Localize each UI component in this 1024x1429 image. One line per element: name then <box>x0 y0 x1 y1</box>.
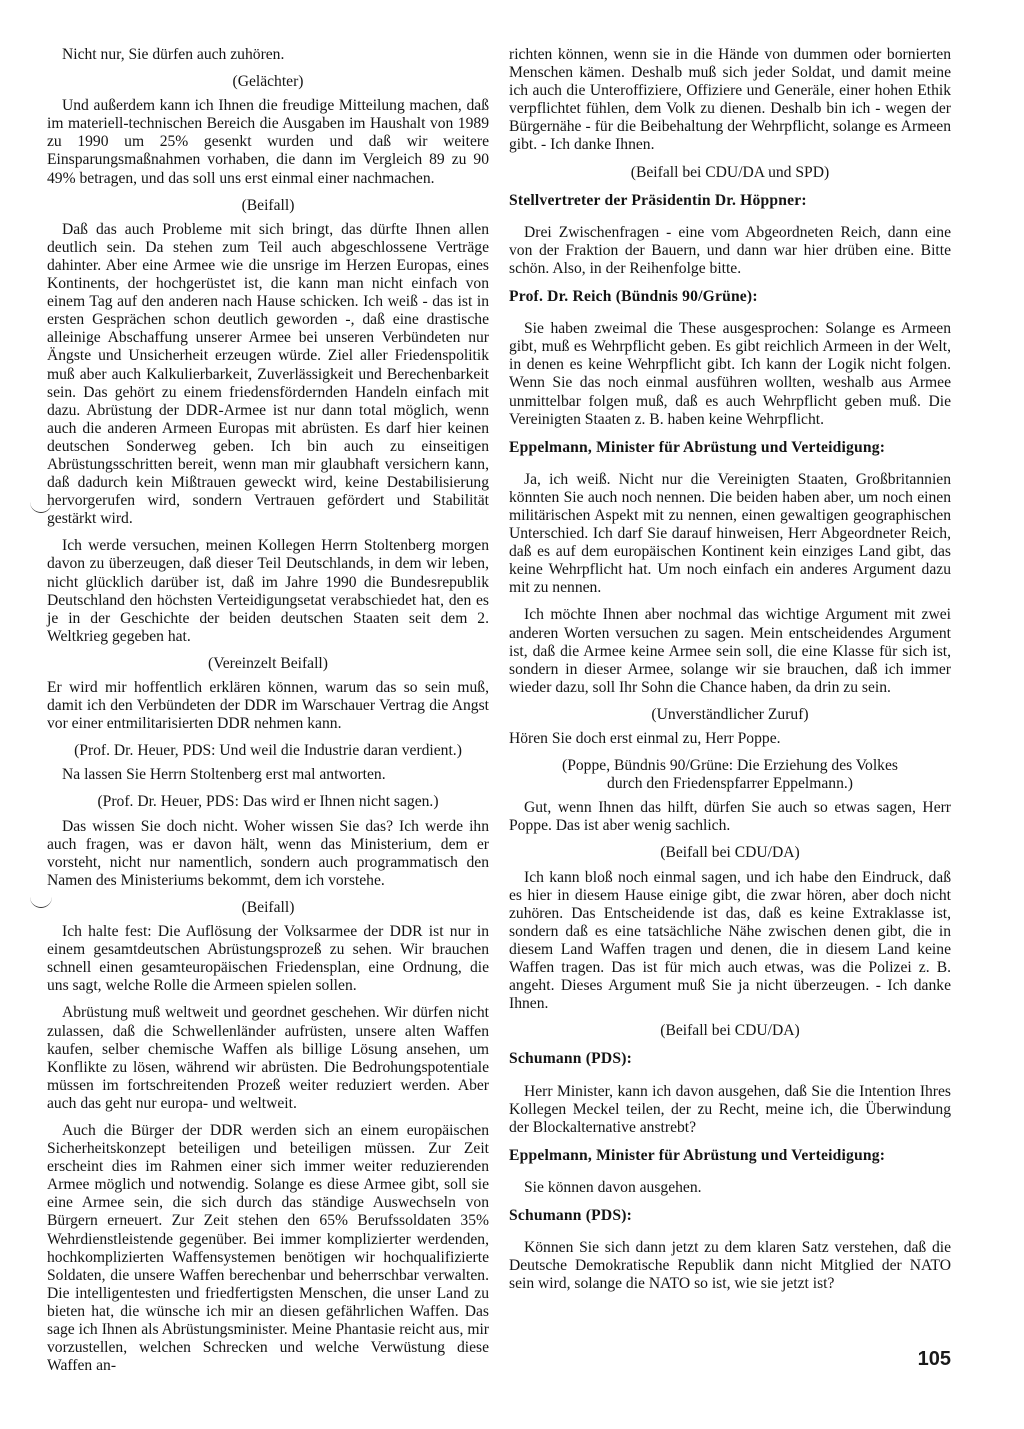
paragraph: Ich halte fest: Die Auflösung der Volksarmee der DDR ist nur in einem gesamtdeutschen Abrüstungsprozeß zu sehen. Wir brauchen schnell einen gesamteuropäischen Friedensplan, eine Ordnung, die uns sagt, welche Rolle die Armeen spielen sollen. <box>47 923 489 995</box>
speaker-heading: Schumann (PDS): <box>509 1206 633 1224</box>
left-column <box>47 46 489 1384</box>
interjection: (Beifall bei CDU/DA) <box>660 1022 800 1040</box>
interjection: (Gelächter) <box>232 73 304 91</box>
paragraph: Nicht nur, Sie dürfen auch zuhören. <box>62 46 285 63</box>
paragraph: Können Sie sich dann jetzt zu dem klaren Satz verstehen, daß die Deutsche Demokratische Republik dann nicht Mitglied der NATO sein wird, solange die NATO so ist, wie sie jetzt ist? <box>509 1239 951 1293</box>
speaker-heading: Eppelmann, Minister für Abrüstung und Verteidigung: <box>509 438 886 456</box>
interjection: (Unverständlicher Zuruf) <box>651 705 809 723</box>
paragraph: Abrüstung muß weltweit und geordnet geschehen. Wir dürfen nicht zulassen, daß die Schwellenländer aufrüsten, unsere alten Waffen kaufen, selber chemische Waffen als billige Lösung ansehen, um Konflikte zu lösen, während wir abrüsten. Die Bedrohungspotentiale müssen im fortschreitenden Prozeß weiter reduziert werden. Aber auch das geht nur europa- und weltweit. <box>47 1004 489 1112</box>
paragraph: Gut, wenn Ihnen das hilft, dürfen Sie auch so etwas sagen, Herr Poppe. Das ist aber wenig sachlich. <box>509 799 951 835</box>
paragraph: Und außerdem kann ich Ihnen die freudige Mitteilung machen, daß im materiell-technischen Bereich die Ausgaben im Haushalt von 1989 zu 1990 um 25% gesenkt wurden und daß wir weitere Einsparungsmaßnahmen vorhaben, die dann im Vergleich 89 zu 90 49% betragen, und das soll uns erst einmal einer nachmachen. <box>47 97 489 187</box>
paragraph: Auch die Bürger der DDR werden sich an einem europäischen Sicherheitskonzept beteiligen und beteiligen müssen. Zur Zeit erscheint dies im Rahmen einer sich immer weiter reduzierenden Armee möglich und notwendig. Solange es diese Armee gibt, soll sie eine Armee sein, die sich durch das ständige Auswechseln von Bürgern erneuert. Zur Zeit stehen den 65% Berufssoldaten 35% Wehrdienstleistende gegenüber. Bei immer komplizierter werdenden, hochkomplizierten Waffensystemen benötigen wir hochqualifizierte Soldaten, die unsere Waffen berechenbar und beherrschbar verwalten. Die intelligentesten und friedfertigsten Menschen, die unser Land zu bieten hat, die wünsche ich mir an diesen gefährlichen Waffen. Das sage ich Ihnen als Abrüstungsminister. Meine Phantasie reicht aus, mir vorzustellen, welchen Schrecken und welche Verwüstung diese Waffen an- <box>47 1121 489 1375</box>
interjection: (Vereinzelt Beifall) <box>208 654 328 672</box>
paragraph: Das wissen Sie doch nicht. Woher wissen Sie das? Ich werde ihn auch fragen, was er davon hält, wenn das Ministerium, dem er vorsteht, nicht nur namentlich, sondern auch programmatisch den Namen des Ministeriums bekommt, dem ich vorstehe. <box>47 817 489 889</box>
interjection: durch den Friedenspfarrer Eppelmann.) <box>607 775 853 793</box>
paragraph: Ich kann bloß noch einmal sagen, und ich habe den Eindruck, daß es hier in diesem Hause einige gibt, die zwar hören, aber doch nicht zuhören. Das Entscheidende ist das, daß es keine Extraklasse ist, sondern daß es eine tatsächliche Nähe zwischen denen gibt, die in diesem Land Waffen tragen und denen, die in diesem Land keine Waffen tragen. Das ist für mich auch etwas, was die Polizei z. B. angeht. Dieses Argument muß Sie ja nicht überzeugen. - Ich danke Ihnen. <box>509 868 951 1013</box>
paragraph: Ich möchte Ihnen aber nochmal das wichtige Argument mit zwei anderen Worten versuchen zu sagen. Mein entscheidendes Argument ist, daß die Armee keine Armee sein soll, die eine Klasse für sich ist, sondern in dieser Armee, solange wir sie brauchen, daß ich immer wieder dazu, soll Ihr Sohn die Chance haben, da drin zu sein. <box>509 606 951 696</box>
speaker-heading: Prof. Dr. Reich (Bündnis 90/Grüne): <box>509 288 758 306</box>
paragraph: Hören Sie doch erst einmal zu, Herr Poppe. <box>509 730 781 747</box>
interjection: (Beifall bei CDU/DA) <box>660 844 800 862</box>
speaker-heading: Eppelmann, Minister für Abrüstung und Verteidigung: <box>509 1146 886 1164</box>
interjection: (Beifall) <box>241 898 295 916</box>
interjection: (Prof. Dr. Heuer, PDS: Das wird er Ihnen nicht sagen.) <box>97 793 439 811</box>
paragraph: richten können, wenn sie in die Hände von dummen oder bornierten Menschen kämen. Deshalb muß sich jeder Soldat, und damit meine ich auch die Unteroffiziere, Offiziere und Generäle, einer hohen Ethik verpflichtet fühlen, dem Volk zu dienen. Deshalb bin ich - wegen der Bürgernähe - für die Beibehaltung der Wehrpflicht, solange es Armeen gibt. - Ich danke Ihnen. <box>509 46 951 154</box>
right-column <box>509 46 951 1302</box>
paragraph: Ich werde versuchen, meinen Kollegen Herrn Stoltenberg morgen davon zu überzeugen, daß dieser Teil Deutschlands, in dem wir leben, nicht glücklich darüber ist, daß im Jahre 1990 die Bundesrepublik Deutschland den höchsten Verteidigungsetat verabschiedet hat, den es je in der Geschichte der beiden deutschen Staaten seit dem 2. Weltkrieg gegeben hat. <box>47 537 489 645</box>
speaker-heading: Stellvertreter der Präsidentin Dr. Höppner: <box>509 191 807 209</box>
page-number: 105 <box>917 1348 951 1370</box>
interjection: (Prof. Dr. Heuer, PDS: Und weil die Industrie daran verdient.) <box>74 742 462 760</box>
interjection: (Beifall) <box>241 196 295 214</box>
paragraph: Herr Minister, kann ich davon ausgehen, daß Sie die Intention Ihres Kollegen Meckel teilen, der zu Recht, meine ich, die Überwindung der Blockalternative anstrebt? <box>509 1082 951 1136</box>
paragraph: Sie können davon ausgehen. <box>524 1178 702 1196</box>
paragraph: Sie haben zweimal die These ausgesprochen: Solange es Armeen gibt, muß es Wehrpflicht geben. Es gibt reichlich Armeen in der Welt, in denen es keine Wehrpflicht gibt. Ich kann der Logik nicht folgen. Wenn Sie das noch einmal ausführen wollten, weshalb aus Armee unmittelbar folgen muß, daß es auch Wehrpflicht geben muß. Die Vereinigten Staaten z. B. haben keine Wehrpflicht. <box>509 320 951 428</box>
paragraph: Daß das auch Probleme mit sich bringt, das dürfte Ihnen allen deutlich sein. Da stehen zum Teil auch abgeschlossene Verträge dahinter. Aber eine Armee wie die unsrige im Herzen Europas, eines Kontinents, der hochgerüstet ist, die kann man nicht einfach von einem Tag auf den anderen nach Hause schicken. Ich weiß - das ist in ersten Gesprächen schon deutlich geworden -, daß eine drastische alleinige Abschaffung unserer Armee bei unseren Verbündeten nur Ängste und Unsicherheit erzeugen würde. Ziel aller Friedenspolitik muß aber auch Kalkulierbarkeit, Zuverlässigkeit und Berechenbarkeit sein. Das gehört zu einem friedensfördernden Handeln einfach mit dazu. Abrüstung der DDR-Armee ist nur dann total möglich, wenn auch die anderen Armeen Europas mit abrüsten. Es darf hier keinen deutschen Sonderweg geben. Ich bin auch zu einseitigen Abrüstungsschritten bereit, wenn man mir glaubhaft versichern kann, daß dadurch kein Mißtrauen geweckt wird, keine Destabilisierung hervorgerufen wird, sondern Vertrauen gefördert und Stabilität gestärkt wird. <box>47 220 489 528</box>
interjection: (Poppe, Bündnis 90/Grüne: Die Erziehung des Volkes <box>562 757 898 775</box>
paragraph: Na lassen Sie Herrn Stoltenberg erst mal antworten. <box>62 766 386 784</box>
paragraph: Er wird mir hoffentlich erklären können, warum das so sein muß, damit ich den Verbündeten der DDR im Warschauer Vertrag die Angst vor einer entmilitarisierten DDR nehmen kann. <box>47 679 489 733</box>
speaker-heading: Schumann (PDS): <box>509 1050 633 1068</box>
paragraph: Drei Zwischenfragen - eine vom Abgeordneten Reich, dann eine von der Fraktion der Bauern, und dann war hier drüben eine. Bitte schön. Also, in der Reihenfolge bitte. <box>509 223 951 277</box>
paragraph: Ja, ich weiß. Nicht nur die Vereinigten Staaten, Großbritannien könnten Sie auch noch nennen. Die beiden haben aber, um noch einen militärischen Aspekt mit zu nennen, einen gewaltigen geographischen Unterschied. Ich darf Sie darauf hinweisen, Herr Abgeordneter Reich, daß es auf dem europäischen Kontinent kein einziges Land gibt, das keine Wehrpflicht hat. Um noch einfach ein anderes Argument dazu mit zu nennen. <box>509 470 951 597</box>
interjection: (Beifall bei CDU/DA und SPD) <box>630 163 830 181</box>
